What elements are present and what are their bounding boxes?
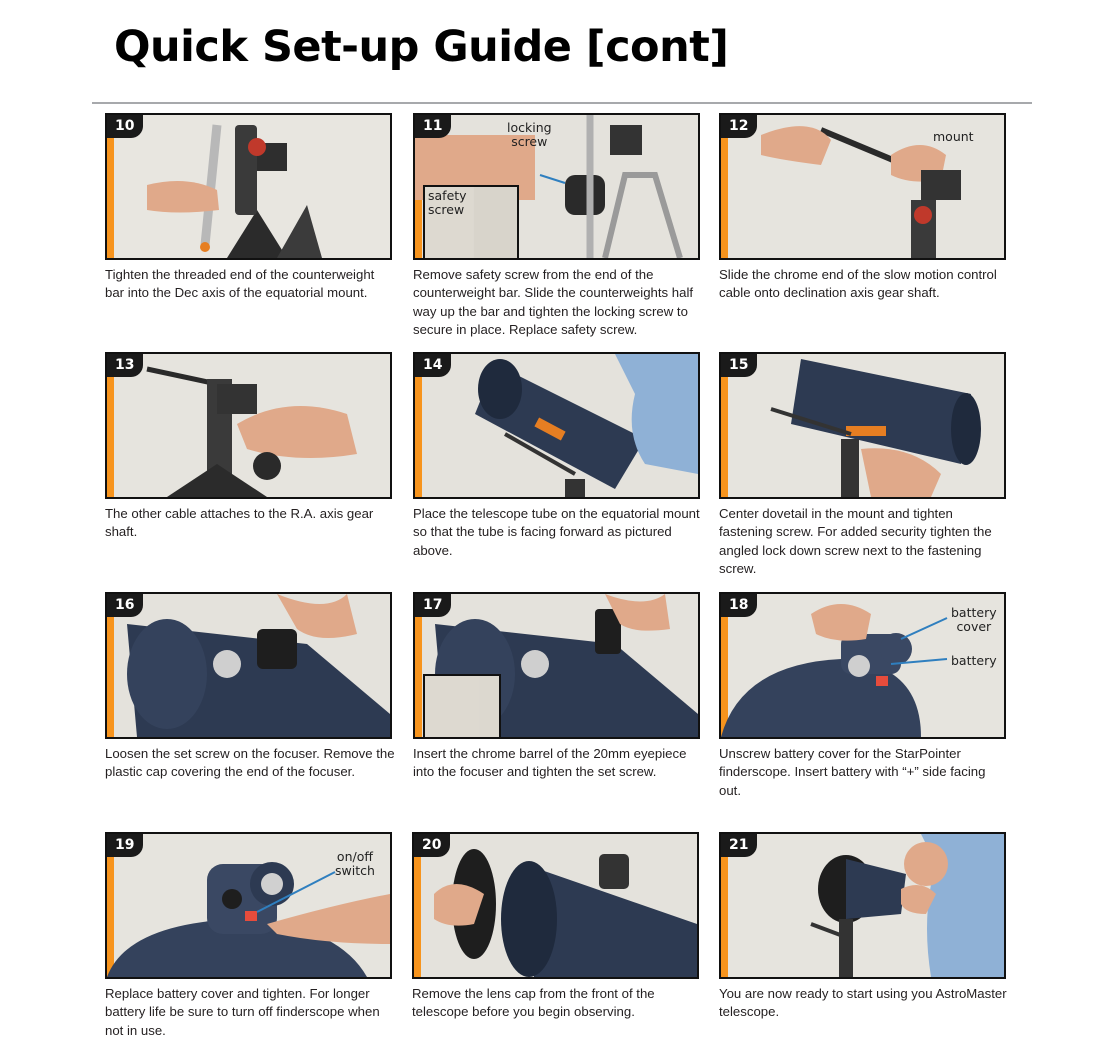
step-20-photo <box>412 832 699 979</box>
step-16-photo <box>105 592 392 739</box>
step-caption: Insert the chrome barrel of the 20mm eyepiece into the focuser and tighten the set screw. <box>413 746 687 780</box>
step-14-photo <box>413 352 700 499</box>
callout-safety-screw: safety screw <box>428 188 467 217</box>
inset-photo <box>423 674 501 739</box>
step-10-photo <box>105 113 392 260</box>
title-divider <box>92 102 1032 104</box>
step-caption: Replace battery cover and tighten. For longer battery life be sure to turn off finderscope when not in use. <box>105 986 380 1038</box>
step-caption: The other cable attaches to the R.A. axis gear shaft. <box>105 506 374 540</box>
step-number-badge: 13 <box>107 354 143 377</box>
step-12-photo <box>719 113 1006 260</box>
step-caption: Loosen the set screw on the focuser. Remove the plastic cap covering the end of the focuser. <box>105 746 395 780</box>
callout-battery: battery <box>951 653 997 668</box>
step-number-badge: 19 <box>107 834 143 857</box>
step-11-photo <box>413 113 700 260</box>
step-number-badge: 21 <box>721 834 757 857</box>
step-number-badge: 15 <box>721 354 757 377</box>
step-caption: Place the telescope tube on the equatorial mount so that the tube is facing forward as pictured above. <box>413 506 700 558</box>
step-number-badge: 11 <box>415 115 451 138</box>
step-number-badge: 18 <box>721 594 757 617</box>
callout-onoff-switch: on/off switch <box>335 849 375 878</box>
step-caption: Unscrew battery cover for the StarPointer finderscope. Insert battery with “+” side facing out. <box>719 746 986 798</box>
page-title: Quick Set-up Guide [cont] <box>114 22 729 72</box>
step-17-photo <box>413 592 700 739</box>
callout-mount: mount <box>933 129 974 144</box>
step-caption: You are now ready to start using you AstroMaster telescope. <box>719 986 1007 1020</box>
step-18-photo <box>719 592 1006 739</box>
step-caption: Remove safety screw from the end of the counterweight bar. Slide the counterweights half way up the bar and tighten the locking screw to secure in place. Replace safety screw. <box>413 267 694 338</box>
step-19-photo <box>105 832 392 979</box>
step-number-badge: 12 <box>721 115 757 138</box>
step-caption: Center dovetail in the mount and tighten fastening screw. For added security tighten the angled lock down screw next to the fastening screw. <box>719 506 992 577</box>
step-number-badge: 10 <box>107 115 143 138</box>
inset-photo <box>423 185 519 260</box>
step-15-photo <box>719 352 1006 499</box>
step-13-photo <box>105 352 392 499</box>
step-number-badge: 20 <box>414 834 450 857</box>
callout-battery-cover: battery cover <box>951 605 997 634</box>
step-caption: Remove the lens cap from the front of the telescope before you begin observing. <box>412 986 655 1020</box>
callout-locking-screw: locking screw <box>507 120 552 149</box>
step-number-badge: 17 <box>415 594 451 617</box>
step-number-badge: 14 <box>415 354 451 377</box>
step-21-photo <box>719 832 1006 979</box>
step-caption: Slide the chrome end of the slow motion control cable onto declination axis gear shaft. <box>719 267 997 301</box>
step-number-badge: 16 <box>107 594 143 617</box>
step-caption: Tighten the threaded end of the counterweight bar into the Dec axis of the equatorial mount. <box>105 267 375 301</box>
